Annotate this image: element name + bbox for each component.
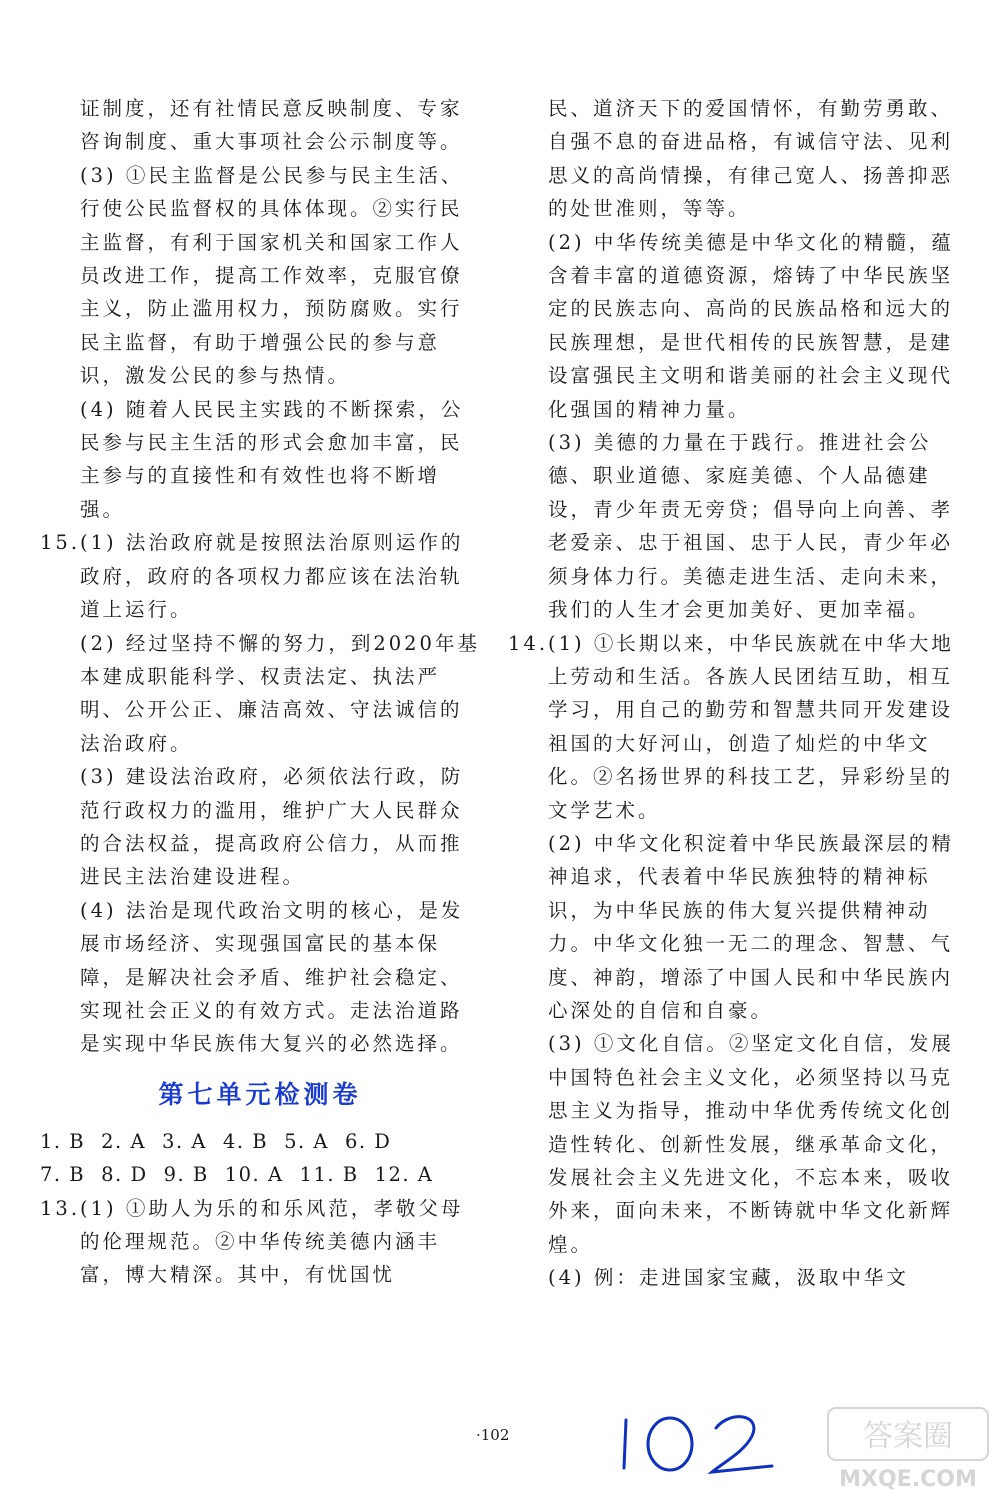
section-title: 第七单元检测卷 xyxy=(158,1079,362,1109)
watermark-logo xyxy=(820,1400,996,1496)
paragraph-13-continued: 民、道济天下的爱国情怀，有勤劳勇敢、自强不息的奋进品格，有诚信守法、见利思义的高尚情操，有律己宽人、扬善抑恶的处世准则，等等。 xyxy=(548,97,954,221)
question-13 xyxy=(40,1192,480,1292)
paragraph-15-3: (3) 建设法治政府，必须依法行政，防范行政权力的滥用，维护广大人民群众的合法权益，提高政府公信力，从而推进民主法治建设进程。 xyxy=(80,765,464,889)
answer-1: 1. B xyxy=(40,1129,86,1153)
answer-5: 5. A xyxy=(284,1129,329,1153)
question-14 xyxy=(508,627,964,827)
answer-2: 2. A xyxy=(101,1129,147,1153)
handwritten-page-number xyxy=(612,1400,782,1480)
multiple-choice-answers xyxy=(40,1125,480,1192)
paragraph-13-1: (1) ①助人为乐的和乐风范，孝敬父母的伦理规范。②中华传统美德内涵丰富，博大精深。其中，有忧国忧 xyxy=(80,1196,464,1287)
paragraph-15-2: (2) 经过坚持不懈的努力，到2020年基本建成职能科学、权责法定、执法严明、公开公正、廉洁高效、守法诚信的法治政府。 xyxy=(80,631,480,755)
svg-text:MXQE.COM: MXQE.COM xyxy=(839,1467,977,1492)
paragraph-14-2: (2) 中华文化积淀着中华民族最深层的精神追求，代表着中华民族独特的精神标识，为中华民族的伟大复兴提供精神动力。中华文化独一无二的理念、智慧、气度、神韵，增添了中国人民和中华民族内心深处的自信和自豪。 xyxy=(548,831,954,1022)
svg-text:答案圈: 答案圈 xyxy=(863,1419,953,1454)
paragraph-continued: 证制度，还有社情民意反映制度、专家咨询制度、重大事项社会公示制度等。 xyxy=(80,97,463,154)
question-number: 13. xyxy=(40,1196,81,1220)
paragraph-13-3: (3) 美德的力量在于践行。推进社会公德、职业道德、家庭美德、个人品德建设，青少年责无旁贷；倡导向上向善、孝老爱亲、忠于祖国、忠于人民，青少年必须身体力行。美德走进生活、走向未来，我们的人生才会更加美好、更加幸福。 xyxy=(548,431,954,622)
question-number: 14. xyxy=(508,631,549,655)
answers-row-2 xyxy=(40,1158,480,1191)
answer-12: 12. A xyxy=(374,1163,434,1187)
answer-8: 8. D xyxy=(101,1163,148,1187)
paragraph-14-1: (1) ①长期以来，中华民族就在中华大地上劳动和生活。各族人民团结互助，相互学习，用自己的勤劳和智慧共同开发建设祖国的大好河山，创造了灿烂的中华文化。②名扬世界的科技工艺，异彩纷呈的文学艺术。 xyxy=(548,631,954,822)
answer-3: 3. A xyxy=(162,1129,207,1153)
answer-11: 11. B xyxy=(299,1163,359,1187)
answer-10: 10. A xyxy=(224,1163,284,1187)
answer-9: 9. B xyxy=(163,1163,209,1187)
question-number: 15. xyxy=(40,531,81,555)
paragraph-13-2: (2) 中华传统美德是中华文化的精髓，蕴含着丰富的道德资源，熔铸了中华民族坚定的民族志向、高尚的民族品格和远大的民族理想，是世代相传的民族智慧，是建设富强民主文明和谐美丽的社会主义现代化强国的精神力量。 xyxy=(548,230,954,421)
answer-7: 7. B xyxy=(40,1163,86,1187)
left-column xyxy=(40,92,480,1292)
page-number: ·102 xyxy=(476,1426,510,1444)
paragraph-14-4b: (4) 例：走进国家宝藏，汲取中华文 xyxy=(548,1266,909,1290)
paragraph-14-3: (3) ①民主监督是公民参与民主生活、行使公民监督权的具体体现。②实行民主监督，有利于国家机关和国家工作人员改进工作，提高工作效率，克服官僚主义，防止滥用权力，预防腐败。实行民主监督，有助于增强公民的参与意识，激发公民的参与热情。 xyxy=(80,163,464,388)
paragraph-14-3b: (3) ①文化自信。②坚定文化自信，发展中国特色社会主义文化，必须坚持以马克思主义为指导，推动中华优秀传统文化创造性转化、创新性发展，继承革命文化，发展社会主义先进文化，不忘本来，吸收外来，面向未来，不断铸就中华文化新辉煌。 xyxy=(548,1032,954,1256)
paragraph-14-4: (4) 随着人民民主实践的不断探索，公民参与民主生活的形式会愈加丰富，民主参与的直接性和有效性也将不断增强。 xyxy=(80,397,464,521)
paragraph-15-4: (4) 法治是现代政治文明的核心，是发展市场经济、实现强国富民的基本保障，是解决社会矛盾、维护社会稳定、实现社会正义的有效方式。走法治道路是实现中华民族伟大复兴的必然选择。 xyxy=(80,898,464,1056)
paragraph-15-1: (1) 法治政府就是按照法治原则运作的政府，政府的各项权力都应该在法治轨道上运行。 xyxy=(80,531,464,622)
answer-6: 6. D xyxy=(344,1129,392,1153)
question-15 xyxy=(40,526,480,626)
right-column xyxy=(508,92,964,1295)
answer-4: 4. B xyxy=(222,1129,269,1153)
answers-row-1 xyxy=(40,1125,480,1158)
